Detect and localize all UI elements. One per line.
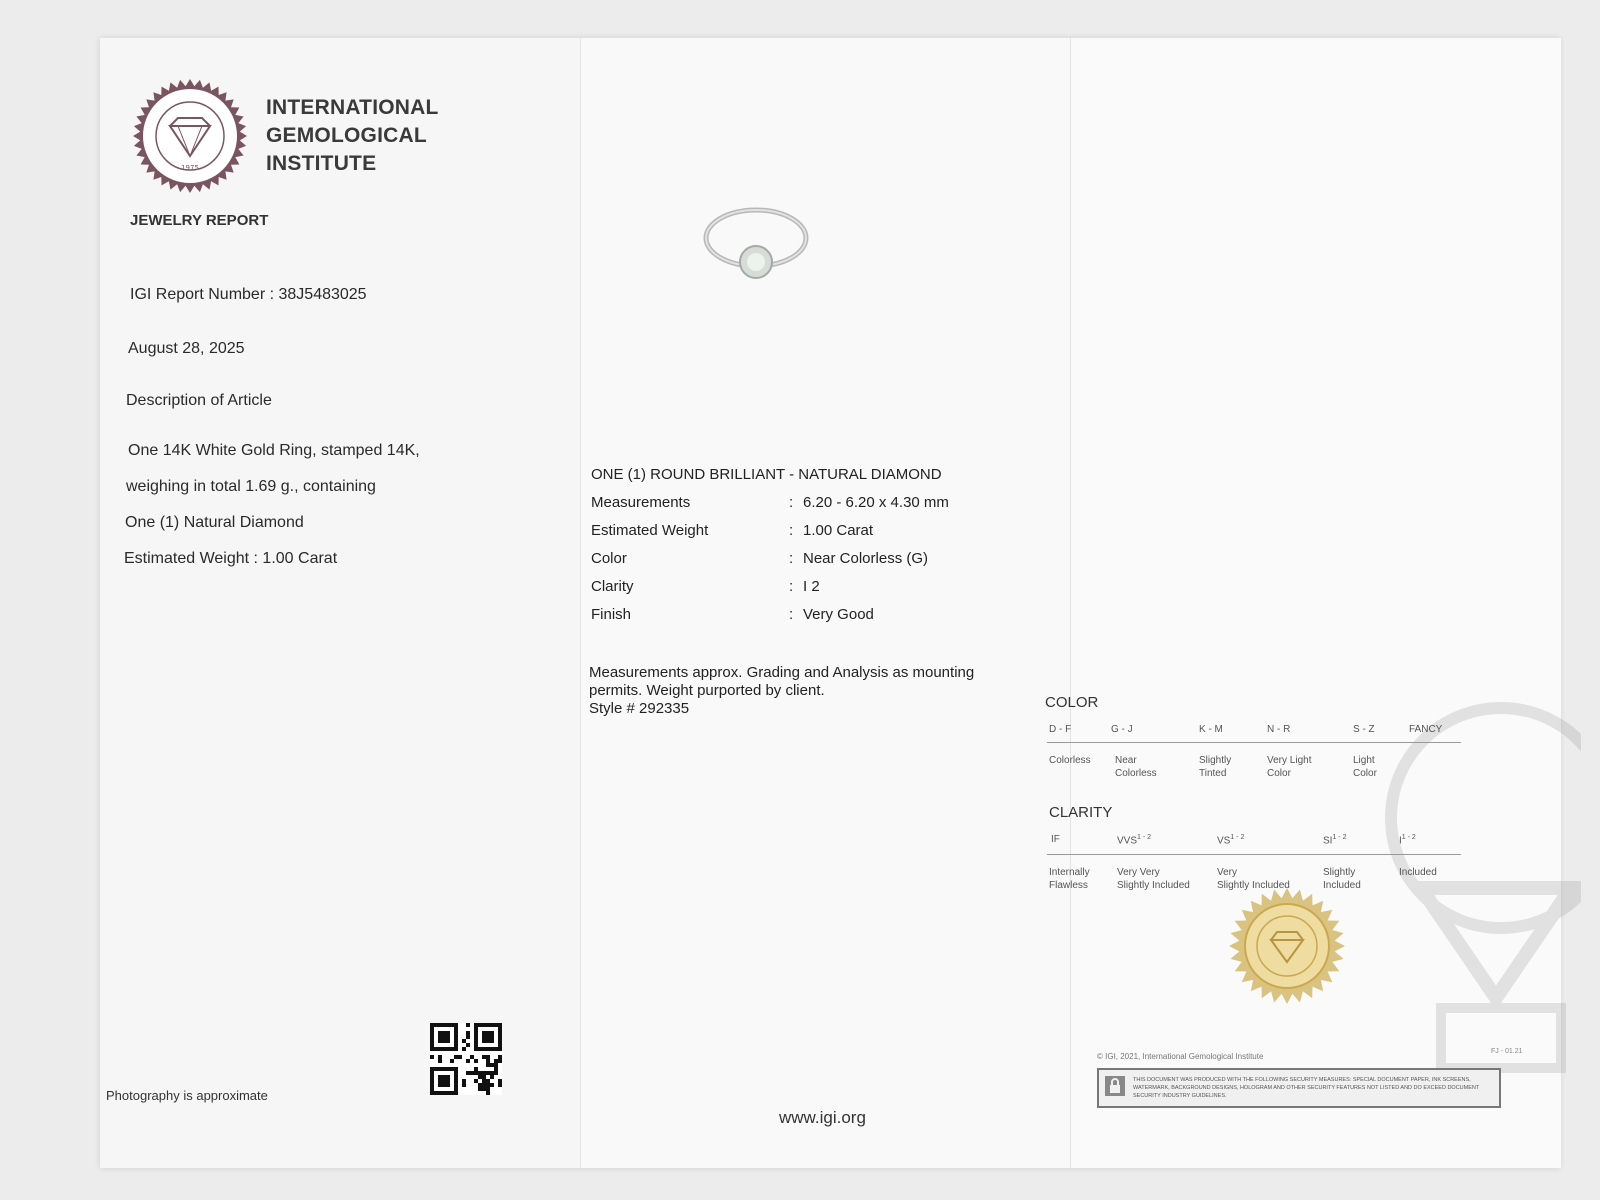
spec-row-weight bbox=[591, 522, 1071, 542]
middle-panel bbox=[580, 38, 1071, 1168]
clarity-desc: Very Very Slightly Included bbox=[1117, 867, 1190, 891]
igi-seal-icon bbox=[132, 78, 248, 194]
report-number: IGI Report Number : 38J5483025 bbox=[130, 286, 367, 303]
spec-value: 1.00 Carat bbox=[803, 522, 874, 539]
color-desc: Very Light Color bbox=[1267, 755, 1312, 779]
color-grade: S - Z bbox=[1353, 724, 1375, 735]
color-scale-title: COLOR bbox=[1045, 694, 1099, 711]
spec-colon: : bbox=[789, 550, 794, 567]
spec-row-clarity bbox=[591, 578, 1071, 598]
color-desc: Light Color bbox=[1353, 755, 1377, 779]
clarity-scale-line bbox=[1047, 854, 1461, 855]
color-grade: N - R bbox=[1267, 724, 1291, 735]
color-grade-row bbox=[1049, 724, 1469, 738]
spec-label: Clarity bbox=[591, 578, 634, 595]
description-line: One (1) Natural Diamond bbox=[125, 514, 304, 531]
comment-line: Measurements approx. Grading and Analysis as mounting bbox=[589, 664, 975, 681]
report-type: JEWELRY REPORT bbox=[130, 212, 269, 229]
website-link[interactable]: www.igi.org bbox=[779, 1108, 866, 1127]
org-name bbox=[266, 94, 439, 178]
clarity-desc: Slightly Included bbox=[1323, 867, 1361, 891]
spec-row-finish bbox=[591, 606, 1071, 626]
left-panel bbox=[100, 38, 580, 1168]
color-scale-line bbox=[1047, 742, 1461, 743]
hologram-seal-icon bbox=[1227, 886, 1347, 1006]
spec-value: 6.20 - 6.20 x 4.30 mm bbox=[803, 494, 949, 511]
igi-watermark-icon bbox=[1341, 698, 1581, 1078]
spec-value: Very Good bbox=[803, 606, 874, 623]
spec-colon: : bbox=[789, 606, 794, 623]
description-line: Estimated Weight : 1.00 Carat bbox=[124, 550, 338, 567]
qr-code-icon bbox=[430, 1023, 502, 1095]
spec-colon: : bbox=[789, 578, 794, 595]
report-document bbox=[100, 38, 1560, 1168]
clarity-scale-title: CLARITY bbox=[1049, 804, 1113, 821]
security-notice bbox=[1097, 1068, 1501, 1108]
color-grade: K - M bbox=[1199, 724, 1223, 735]
photo-note: Photography is approximate bbox=[106, 1088, 268, 1103]
clarity-grade: $I^{1 - 2}$ bbox=[1399, 834, 1416, 847]
color-grade: FANCY bbox=[1409, 724, 1443, 735]
clarity-desc: Internally Flawless bbox=[1049, 867, 1090, 891]
copyright: © IGI, 2021, International Gemological Institute bbox=[1097, 1052, 1264, 1061]
spec-label: Finish bbox=[591, 606, 632, 623]
clarity-grade: VVS$^{1 - 2}$ bbox=[1117, 834, 1152, 847]
description-heading: Description of Article bbox=[126, 392, 272, 409]
spec-colon: : bbox=[789, 522, 794, 539]
spec-row-measurements bbox=[591, 494, 1071, 514]
comments bbox=[589, 664, 1019, 718]
spec-colon: : bbox=[789, 494, 794, 511]
spec-row-color bbox=[591, 550, 1071, 570]
color-desc: Near Colorless bbox=[1115, 755, 1157, 779]
color-desc: Colorless bbox=[1049, 755, 1091, 766]
org-name-line: GEMOLOGICAL bbox=[266, 124, 427, 147]
comment-line: Style # 292335 bbox=[589, 700, 690, 717]
spec-label: Color bbox=[591, 550, 627, 567]
stone-title: ONE (1) ROUND BRILLIANT - NATURAL DIAMOND bbox=[591, 466, 942, 483]
clarity-grade: VS$^{1 - 2}$ bbox=[1217, 834, 1245, 847]
color-desc: Slightly Tinted bbox=[1199, 755, 1232, 779]
clarity-grade-row bbox=[1051, 834, 1471, 848]
ring-photo-icon bbox=[701, 200, 811, 290]
description-line: weighing in total 1.69 g., containing bbox=[126, 478, 376, 495]
spec-label: Estimated Weight bbox=[591, 522, 709, 539]
security-text: THIS DOCUMENT WAS PRODUCED WITH THE FOLLOWING SECURITY MEASURES: SPECIAL DOCUMENT PAPER, INK SCREENS, WATERMARK, BACKGROUND DESIGNS, HOLOGRAM AND OTHER SECURITY FEATURES NOT LISTED AND DO EXCEED DOCUMENT SECURITY INDUSTRY GUIDELINES. bbox=[1133, 1077, 1480, 1099]
logo-year: 1975 bbox=[181, 164, 199, 172]
spec-value: Near Colorless (G) bbox=[803, 550, 929, 567]
org-name-line: INTERNATIONAL bbox=[266, 96, 439, 119]
comment-line: permits. Weight purported by client. bbox=[589, 682, 825, 699]
clarity-grade: SI$^{1 - 2}$ bbox=[1323, 834, 1347, 847]
spec-value: I 2 bbox=[803, 578, 820, 595]
clarity-grade: IF bbox=[1051, 834, 1060, 845]
right-panel bbox=[1045, 38, 1561, 1168]
color-grade: D - F bbox=[1049, 724, 1072, 735]
lock-icon bbox=[1103, 1074, 1127, 1098]
clarity-desc: Included bbox=[1399, 867, 1437, 878]
description-line: One 14K White Gold Ring, stamped 14K, bbox=[128, 442, 420, 459]
org-name-line: INSTITUTE bbox=[266, 152, 377, 175]
spec-label: Measurements bbox=[591, 494, 691, 511]
report-date: August 28, 2025 bbox=[128, 340, 245, 357]
clarity-desc: Very Slightly Included bbox=[1217, 867, 1290, 891]
form-code: FJ - 01.21 bbox=[1491, 1048, 1523, 1055]
color-grade: G - J bbox=[1111, 724, 1133, 735]
